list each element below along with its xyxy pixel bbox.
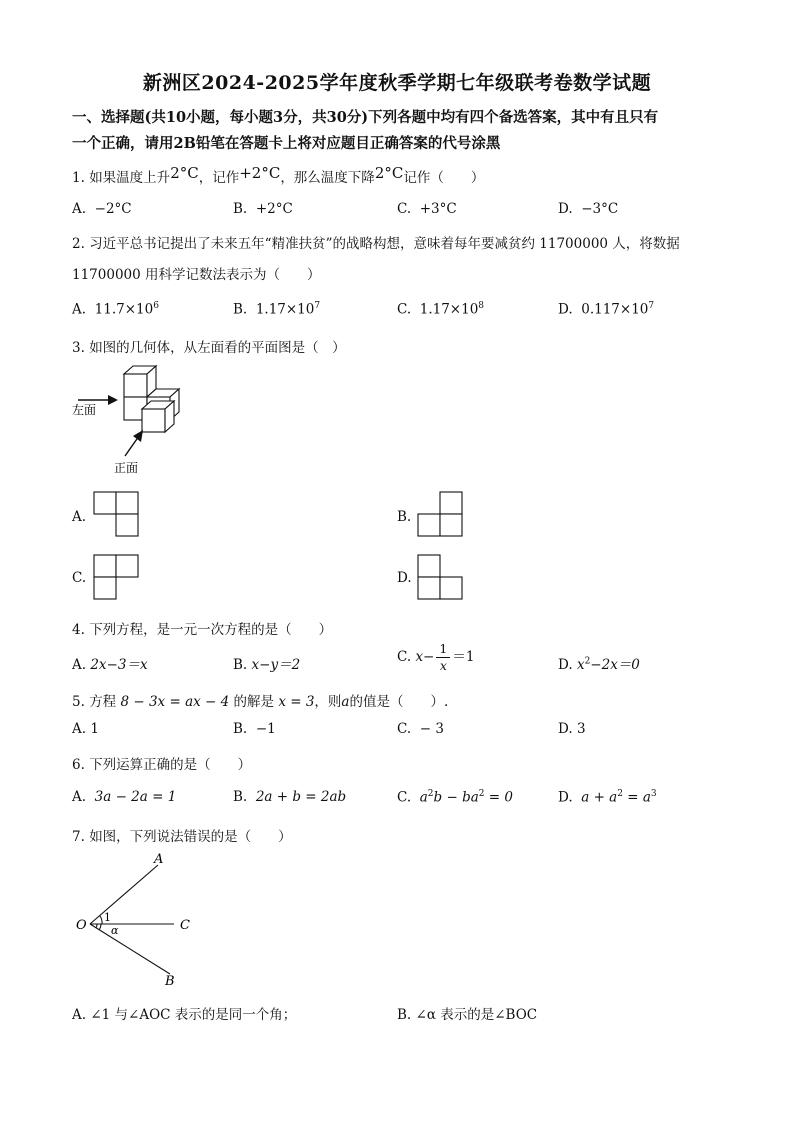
option-label: A. <box>72 657 87 673</box>
cube-face <box>124 374 147 397</box>
stem-text: ，那么温度下降 <box>280 170 375 186</box>
question-3-option-d-label[interactable]: D. <box>397 570 412 586</box>
left-view-label: 左面 <box>72 403 97 417</box>
math-expr: 8 − 3x = ax − 4 <box>120 694 230 710</box>
question-6-stem <box>72 753 251 773</box>
section-header-line2: 一个正确，请用2B铅笔在答题卡上将对应题目正确答案的代号涂黑 <box>72 135 501 152</box>
question-4-stem <box>72 618 332 638</box>
option-text: ∠α 表示的是∠BOC <box>415 1007 538 1023</box>
option-label: B. <box>233 789 248 805</box>
option-label: B. <box>397 1007 412 1023</box>
question-3-option-a-figure[interactable] <box>92 490 142 540</box>
question-5-option-d[interactable] <box>558 721 586 737</box>
question-3-option-b-label[interactable]: B. <box>397 509 412 525</box>
option-text: −2x＝0 <box>590 657 640 673</box>
exponent: 2 <box>617 789 623 799</box>
exponent: 7 <box>648 301 655 311</box>
option-label: C. <box>397 721 412 737</box>
fraction <box>436 641 450 674</box>
question-3-stem <box>72 336 346 356</box>
question-3-option-b-figure[interactable] <box>416 490 466 540</box>
question-number: 7. <box>72 829 85 845</box>
stem-text: 如果温度上升 <box>89 170 171 186</box>
option-text: 1 <box>90 721 99 737</box>
stem-text: 如图的几何体，从左面看的平面图是（ ） <box>89 340 346 356</box>
stem-text: 习近平总书记提出了未来五年“精准扶贫”的战略构想，意味着每年要减贫约 11700000 人，将数据 <box>89 236 680 252</box>
option-label: A. <box>72 721 87 737</box>
stem-text: 如图，下列说法错误的是（ ） <box>89 829 292 845</box>
option-text: +2°C <box>255 201 293 217</box>
math-expr: 2°C <box>170 164 199 182</box>
angle-1-label: 1 <box>104 911 111 924</box>
option-text: x−y＝2 <box>251 657 301 673</box>
question-number: 2. <box>72 236 85 252</box>
question-4-option-a[interactable] <box>72 653 148 673</box>
question-5-option-b[interactable] <box>233 721 276 737</box>
question-6-option-c[interactable] <box>397 789 513 806</box>
option-text: +3°C <box>419 201 457 217</box>
question-4-option-b[interactable] <box>233 653 300 673</box>
question-3-option-c-label[interactable]: C. <box>72 570 87 586</box>
question-number: 5. <box>72 694 85 710</box>
option-label: A. <box>72 789 87 805</box>
question-number: 3. <box>72 340 85 356</box>
numerator: 1 <box>436 641 450 658</box>
question-7-option-b[interactable] <box>397 1003 537 1023</box>
option-text: 3 <box>576 721 586 737</box>
option-text: 1.17×10 <box>419 301 479 318</box>
math-expr: +2°C <box>239 164 281 182</box>
option-label: A. <box>72 301 87 318</box>
exponent: 3 <box>650 789 657 799</box>
point-b-label: B <box>165 974 175 989</box>
exponent: 2 <box>584 656 591 667</box>
option-label: C. <box>397 201 412 217</box>
exponent: 2 <box>478 789 485 799</box>
option-label: B. <box>233 201 248 217</box>
option-text: −3°C <box>581 201 619 217</box>
question-1-stem <box>72 166 484 186</box>
option-label: D. <box>558 201 573 217</box>
question-5-option-c[interactable] <box>397 721 444 737</box>
question-1-option-d[interactable] <box>558 201 618 217</box>
option-label: D. <box>558 721 573 737</box>
question-number: 4. <box>72 622 85 638</box>
option-label: B. <box>233 657 248 673</box>
denominator: x <box>439 658 447 673</box>
solid-figure <box>68 364 198 480</box>
section-header-line1: 一、选择题(共10小题，每小题3分，共30分)下列各题中均有四个备选答案，其中有且只有 <box>72 109 659 126</box>
option-text: = 0 <box>484 789 513 806</box>
option-text: 2x−3＝x <box>90 657 148 673</box>
option-text: a <box>419 789 428 806</box>
option-text: 0.117×10 <box>581 301 649 318</box>
question-2-option-d[interactable] <box>558 301 654 318</box>
exponent: 7 <box>314 301 321 311</box>
ray-ob <box>90 924 170 974</box>
stem-text: 下列运算正确的是（ ） <box>89 757 252 773</box>
question-6-option-b[interactable] <box>233 789 346 805</box>
option-text: b − ba <box>433 789 479 806</box>
option-text: = a <box>622 789 651 806</box>
option-label: C. <box>397 301 412 318</box>
option-text: x− <box>415 649 435 665</box>
option-label: B. <box>233 301 248 318</box>
cube-face <box>142 409 165 432</box>
exponent: 6 <box>153 301 159 311</box>
question-1-option-a[interactable] <box>72 201 132 217</box>
angle-figure <box>70 850 200 990</box>
option-text: 3a − 2a = 1 <box>94 789 177 805</box>
question-5-option-a[interactable] <box>72 721 99 737</box>
option-label: C. <box>397 789 412 806</box>
stem-text: ，记作 <box>198 170 240 186</box>
question-5-stem <box>72 690 448 710</box>
option-text: ∠1 与∠AOC 表示的是同一个角； <box>90 1007 297 1023</box>
math-expr: a <box>341 694 350 710</box>
question-2-stem-line2: 11700000 用科学记数法表示为（ ） <box>72 267 321 283</box>
question-6-option-d[interactable] <box>558 789 657 806</box>
option-text: −1 <box>255 721 276 737</box>
point-o-label: O <box>76 918 87 933</box>
option-label: A. <box>72 1007 87 1023</box>
angle-alpha-label: α <box>111 924 119 937</box>
question-2-stem-line1 <box>72 232 680 252</box>
option-label: B. <box>233 721 248 737</box>
question-6-option-a[interactable] <box>72 789 176 805</box>
question-3-option-a-label[interactable]: A. <box>72 509 87 525</box>
option-text: 2a + b = 2ab <box>255 789 347 805</box>
math-expr: 2°C <box>374 164 404 182</box>
arrow-head <box>133 430 143 442</box>
exponent: 8 <box>478 301 485 311</box>
question-4-option-d[interactable] <box>558 653 640 673</box>
question-number: 6. <box>72 757 85 773</box>
question-1-option-b[interactable] <box>233 201 293 217</box>
stem-text: 方程 <box>89 694 117 710</box>
question-number: 1. <box>72 170 85 186</box>
option-text: 11.7×10 <box>94 301 154 318</box>
option-label: C. <box>397 649 412 665</box>
question-7-option-a[interactable] <box>72 1003 296 1023</box>
math-expr: x = 3 <box>278 694 315 710</box>
stem-text: 的值是（ ）. <box>349 694 449 710</box>
question-4-option-c[interactable] <box>397 641 474 674</box>
option-text: ＝1 <box>452 649 475 665</box>
stem-text: 的解是 <box>233 694 275 710</box>
option-label: D. <box>558 301 573 318</box>
angle-arc <box>99 924 101 930</box>
option-text: −2°C <box>94 201 132 217</box>
option-text: − 3 <box>419 721 444 737</box>
stem-text: ，则 <box>314 694 342 710</box>
front-view-label: 正面 <box>114 461 139 475</box>
option-text: a + a <box>581 789 618 806</box>
option-label: A. <box>72 201 87 217</box>
question-2-option-a[interactable] <box>72 301 159 318</box>
front-arrow <box>125 436 139 456</box>
ray-oa <box>90 865 158 924</box>
option-text: x <box>576 657 585 673</box>
question-2-option-b[interactable] <box>233 301 320 318</box>
point-a-label: A <box>154 852 164 867</box>
stem-text: 记作（ ） <box>403 170 485 186</box>
question-2-option-c[interactable] <box>397 301 484 318</box>
angle-arc <box>96 924 97 928</box>
option-text: 1.17×10 <box>255 301 315 318</box>
exponent: 2 <box>427 789 434 799</box>
arrow-head <box>108 395 118 405</box>
option-label: D. <box>558 789 573 806</box>
question-3-option-d-figure[interactable] <box>416 553 466 603</box>
question-3-option-c-figure[interactable] <box>92 553 142 603</box>
stem-text: 下列方程，是一元一次方程的是（ ） <box>89 622 333 638</box>
point-c-label: C <box>180 918 190 933</box>
question-7-stem <box>72 825 292 845</box>
page-title: 新洲区2024-2025学年度秋季学期七年级联考卷数学试题 <box>142 72 652 94</box>
angle-arc <box>100 916 102 924</box>
question-1-option-c[interactable] <box>397 201 457 217</box>
option-label: D. <box>558 657 573 673</box>
